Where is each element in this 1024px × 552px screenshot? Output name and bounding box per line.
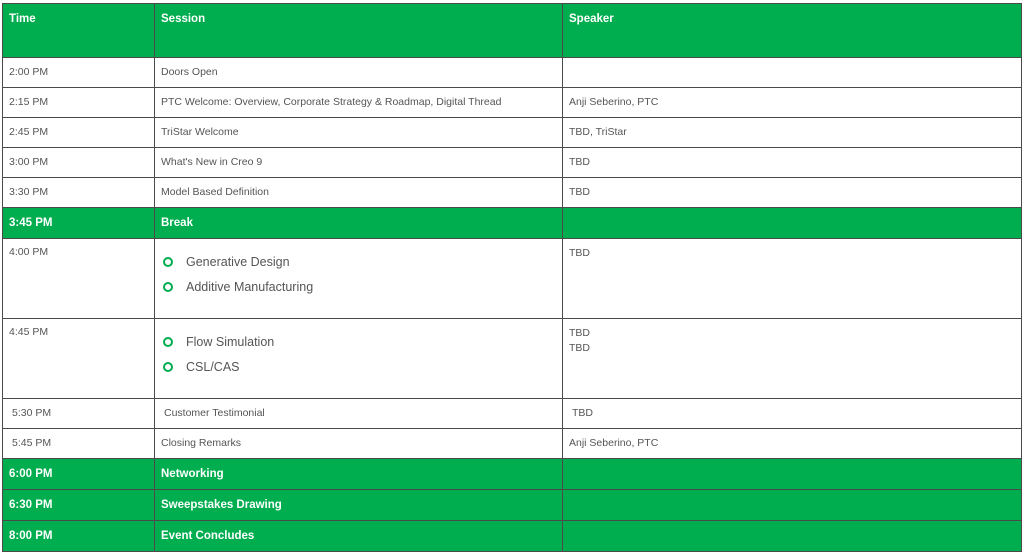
speaker-cell: TBD [563,178,1022,208]
speaker-cell [563,319,1022,399]
header-speaker: Speaker [563,4,1022,58]
speaker-name: TBD [569,247,590,259]
table-row-highlight [3,459,1022,490]
session-cell: Closing Remarks [155,429,563,459]
list-item [161,249,556,274]
topic-list [161,249,556,299]
speaker-cell [563,459,1022,490]
session-cell: Doors Open [155,58,563,88]
header-time: Time [3,4,155,58]
speaker-cell [563,58,1022,88]
table-row [3,88,1022,118]
speaker-cell: Anji Seberino, PTC [563,88,1022,118]
table-row [3,429,1022,459]
speaker-cell [563,490,1022,521]
time-cell: 3:30 PM [3,178,155,208]
table-row [3,319,1022,399]
session-cell: Networking [155,459,563,490]
table-row [3,58,1022,88]
table-row-highlight [3,521,1022,552]
speaker-cell: TBD, TriStar [563,118,1022,148]
table-row [3,399,1022,429]
table-row [3,178,1022,208]
session-cell [155,239,563,319]
table-row-highlight [3,208,1022,239]
topic-label: Flow Simulation [186,334,275,349]
session-cell: PTC Welcome: Overview, Corporate Strategy & Roadmap, Digital Thread [155,88,563,118]
gear-icon [163,282,173,292]
topic-label: Additive Manufacturing [186,279,314,294]
time-cell: 2:00 PM [3,58,155,88]
speaker-cell [563,521,1022,552]
time-cell: 4:00 PM [3,239,155,319]
time-cell: 3:00 PM [3,148,155,178]
gear-icon [163,362,173,372]
time-cell: 2:15 PM [3,88,155,118]
topic-label: Generative Design [186,254,290,269]
speaker-cell: TBD [563,148,1022,178]
session-cell: Customer Testimonial [155,399,563,429]
table-row [3,239,1022,319]
speaker-cell: TBD [563,399,1022,429]
session-cell: Model Based Definition [155,178,563,208]
table-row-highlight [3,490,1022,521]
speaker-cell [563,239,1022,319]
table-row [3,148,1022,178]
time-cell: 8:00 PM [3,521,155,552]
list-item [161,274,556,299]
speaker-cell [563,208,1022,239]
header-session: Session [155,4,563,58]
time-cell: 2:45 PM [3,118,155,148]
agenda-table [2,3,1022,552]
time-cell: 5:45 PM [3,429,155,459]
time-cell: 6:30 PM [3,490,155,521]
speaker-name: TBD [569,327,590,339]
speaker-name: TBD [569,342,590,354]
time-cell: 6:00 PM [3,459,155,490]
table-header-row [3,4,1022,58]
time-cell: 5:30 PM [3,399,155,429]
time-cell: 4:45 PM [3,319,155,399]
topic-list [161,329,556,379]
session-cell: Sweepstakes Drawing [155,490,563,521]
table-row [3,118,1022,148]
gear-icon [163,337,173,347]
speaker-cell: Anji Seberino, PTC [563,429,1022,459]
session-cell: Event Concludes [155,521,563,552]
topic-label: CSL/CAS [186,359,240,374]
list-item [161,329,556,354]
time-cell: 3:45 PM [3,208,155,239]
session-cell [155,319,563,399]
session-cell: Break [155,208,563,239]
session-cell: TriStar Welcome [155,118,563,148]
gear-icon [163,257,173,267]
session-cell: What's New in Creo 9 [155,148,563,178]
list-item [161,354,556,379]
